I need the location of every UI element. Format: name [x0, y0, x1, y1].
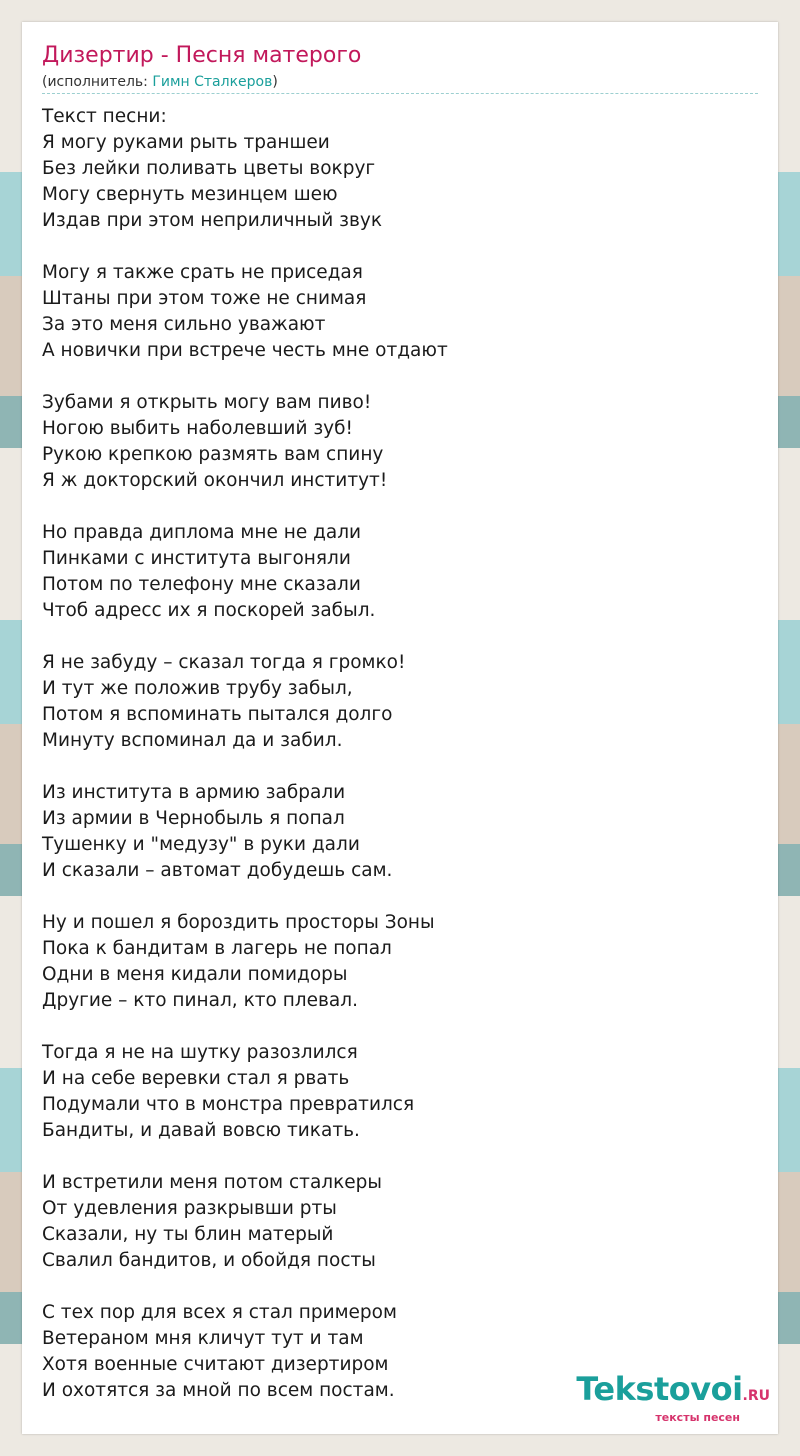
lyric-line: Бандиты, и давай вовсю тикать. [42, 1120, 360, 1141]
lyric-line: Я могу руками рыть траншеи [42, 132, 330, 153]
logo-tagline: тексты песен [655, 1411, 740, 1424]
stanza-gap [42, 754, 448, 780]
lyric-line: От удевления разкрывши рты [42, 1198, 337, 1219]
lyric-line: Я не забуду – сказал тогда я громко! [42, 652, 406, 673]
lyric-line: И встретили меня потом сталкеры [42, 1172, 383, 1193]
lyric-line: Могу я также срать не приседая [42, 262, 363, 283]
stanza-gap [42, 234, 448, 260]
lyric-line: Сказали, ну ты блин матерый [42, 1224, 334, 1245]
stanza-gap [42, 1144, 448, 1170]
performer-line [42, 73, 278, 91]
performer-link[interactable]: Гимн Сталкеров [152, 74, 273, 90]
dashed-divider [42, 93, 758, 94]
stanza-gap [42, 364, 448, 390]
lyric-line: Тогда я не на шутку разозлился [42, 1042, 358, 1063]
performer-suffix: ) [272, 74, 278, 90]
stanza-gap [42, 884, 448, 910]
lyric-line: Но правда диплома мне не дали [42, 522, 362, 543]
lyric-line: И на себе веревки стал я рвать [42, 1068, 350, 1089]
lyric-line: Ногою выбить наболевший зуб! [42, 418, 353, 439]
lyrics-body [42, 104, 448, 1404]
lyrics-heading: Текст песни: [42, 106, 167, 127]
lyric-line: Тушенку и "медузу" в руки дали [42, 834, 360, 855]
lyric-line: Одни в меня кидали помидоры [42, 964, 348, 985]
lyric-line: Потом я вспоминать пытался долго [42, 704, 393, 725]
lyric-line: Свалил бандитов, и обойдя посты [42, 1250, 376, 1271]
lyric-line: Штаны при этом тоже не снимая [42, 288, 367, 309]
site-logo[interactable] [576, 1370, 770, 1424]
lyric-line: Чтоб адресс их я поскорей забыл. [42, 600, 376, 621]
lyric-line: Хотя военные считают дизертиром [42, 1354, 389, 1375]
logo-name: Tekstovoi [576, 1370, 743, 1408]
lyric-line: Ну и пошел я бороздить просторы Зоны [42, 912, 435, 933]
stanza-gap [42, 1014, 448, 1040]
lyric-line: Без лейки поливать цветы вокруг [42, 158, 376, 179]
lyric-line: И тут же положив трубу забыл, [42, 678, 353, 699]
lyric-line: Пинками с института выгоняли [42, 548, 351, 569]
lyric-line: Подумали что в монстра превратился [42, 1094, 415, 1115]
lyric-line: Ветераном мня кличут тут и там [42, 1328, 364, 1349]
lyric-line: С тех пор для всех я стал примером [42, 1302, 397, 1323]
logo-tld: .RU [742, 1388, 770, 1404]
lyric-line: Рукою крепкою размять вам спину [42, 444, 384, 465]
page-title: Дизертир - Песня матерого [42, 43, 362, 68]
lyric-line: Пока к бандитам в лагерь не попал [42, 938, 392, 959]
logo-wordmark [576, 1370, 770, 1412]
stanza-gap [42, 1274, 448, 1300]
lyric-line: Другие – кто пинал, кто плевал. [42, 990, 358, 1011]
lyric-line: За это меня сильно уважают [42, 314, 326, 335]
lyric-line: Из института в армию забрали [42, 782, 346, 803]
lyrics-card [22, 22, 778, 1434]
performer-prefix: (исполнитель: [42, 74, 153, 90]
stanza-gap [42, 494, 448, 520]
stanza-gap [42, 624, 448, 650]
lyric-line: А новички при встрече честь мне отдают [42, 340, 448, 361]
lyric-line: Потом по телефону мне сказали [42, 574, 361, 595]
lyric-line: Могу свернуть мезинцем шею [42, 184, 338, 205]
lyric-line: Минуту вспоминал да и забил. [42, 730, 343, 751]
lyric-line: Я ж докторский окончил институт! [42, 470, 388, 491]
lyric-line: Из армии в Чернобыль я попал [42, 808, 345, 829]
lyric-line: Зубами я открыть могу вам пиво! [42, 392, 372, 413]
lyric-line: Издав при этом неприличный звук [42, 210, 383, 231]
lyric-line: И охотятся за мной по всем постам. [42, 1380, 395, 1401]
lyric-line: И сказали – автомат добудешь сам. [42, 860, 393, 881]
